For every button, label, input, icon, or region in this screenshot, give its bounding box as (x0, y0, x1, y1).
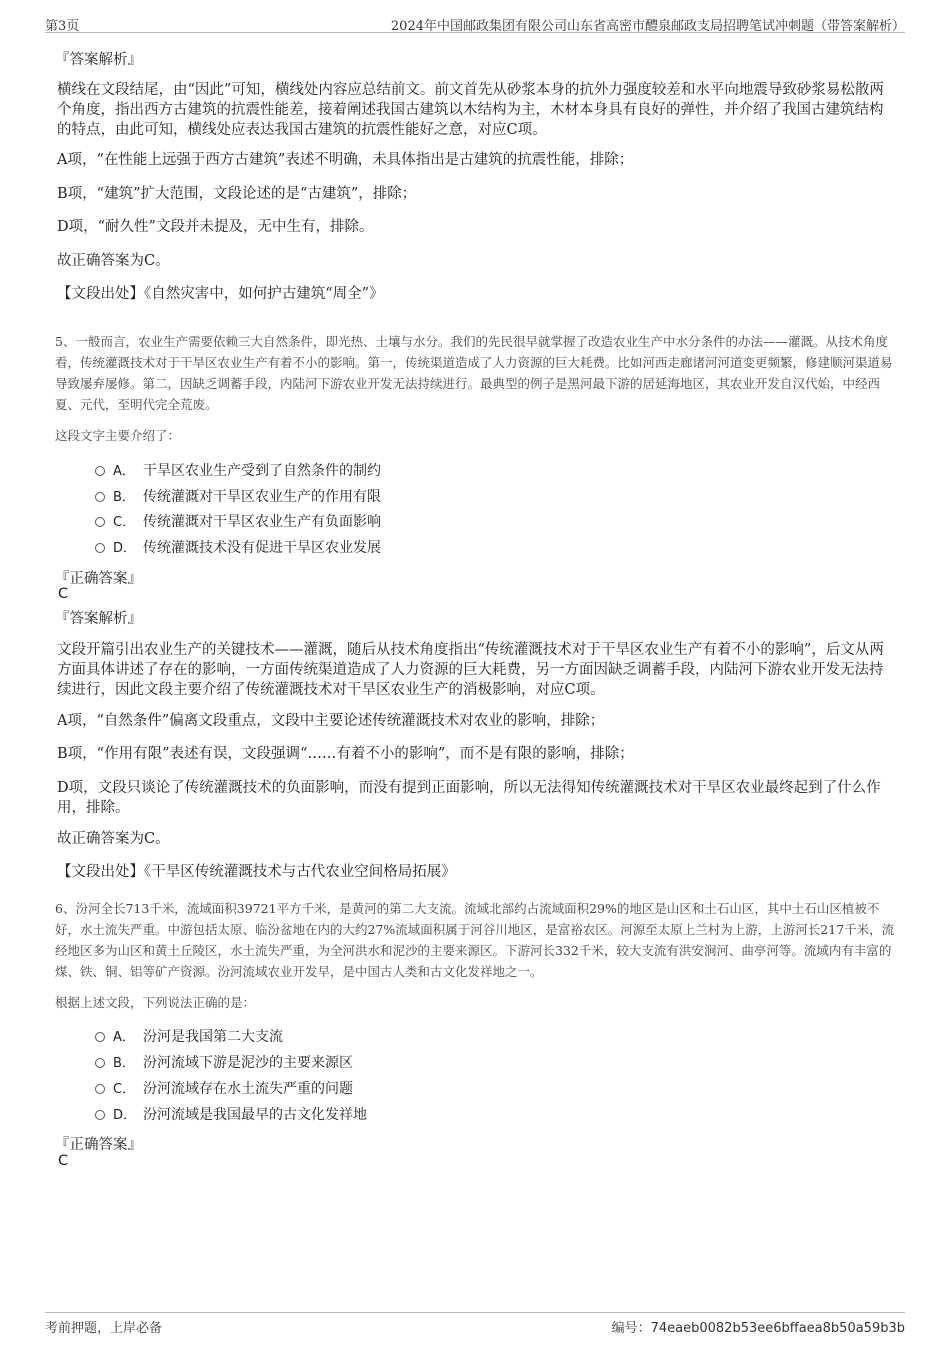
question-6-option-c[interactable]: C． 汾河流域存在水土流失严重的问题 (95, 1078, 353, 1100)
question-6-option-d[interactable]: D． 汾河流域是我国最早的古文化发祥地 (95, 1104, 367, 1126)
radio-icon[interactable] (95, 1110, 105, 1120)
answer-analysis-text: 文段开篇引出农业生产的关键技术——灌溉，随后从技术角度指出“传统灌溉技术对于干旱区农业生产有着不小的影响”，后文从两方面具体讲述了存在的影响，一方面传统渠道造成了人力资源的巨大耗费，另一方面因缺乏调蓄手段，内陆河下游农业开发无法持续进行，因此文段主要介绍了传统灌溉技术对干旱区农业生产的消极影响，对应C项。 (57, 642, 884, 698)
option-d-analysis: D项，“耐久性”文段并未提及，无中生有，排除。 (57, 219, 374, 235)
question-5-option-d[interactable]: D． 传统灌溉技术没有促进干旱区农业发展 (95, 537, 381, 559)
page-header (45, 12, 905, 33)
correct-answer-label: 『正确答案』 (55, 571, 142, 587)
question-5-text: 5、一般而言，农业生产需要依赖三大自然条件，即光热、土壤与水分。我们的先民很早就掌握了改造农业生产中水分条件的办法——灌溉。从技术角度看，传统灌溉技术对于干旱区农业生产有着不小的影响。第一，传统渠道造成了人力资源的巨大耗费。比如河西走廊诸河河道变更频繁，修建顺河渠道易导致屡弃屡修。第二，因缺乏调蓄手段，内陆河下游农业开发无法持续进行。最典型的例子是黑河最下游的居延海地区，其农业开发自汉代始，中经西夏、元代，至明代完全荒废。 (55, 334, 893, 412)
source-citation: 【文段出处】《自然灾害中，如何护古建筑“周全”》 (57, 286, 384, 302)
document-code (612, 1317, 905, 1336)
option-b-analysis: B项，“建筑”扩大范围，文段论述的是“古建筑”，排除； (57, 186, 417, 202)
question-5-prompt: 这段文字主要介绍了： (55, 428, 181, 443)
correct-answer: C (58, 586, 69, 602)
page-number: 第3页 (45, 19, 80, 34)
question-5-option-b[interactable]: B． 传统灌溉对干旱区农业生产的作用有限 (95, 486, 381, 508)
answer-analysis-label: 『答案解析』 (55, 611, 142, 627)
radio-icon[interactable] (95, 466, 105, 476)
question-6-option-a[interactable]: A． 汾河是我国第二大支流 (95, 1026, 283, 1048)
question-6-text: 6、汾河全长713千米，流域面积39721平方千米，是黄河的第二大支流。流域北部约占流域面积29%的地区是山区和土石山区，其中土石山区植被不好，水土流失严重。中游包括太原、临汾盆地在内的大约27%流域面积属于河谷川地区，是富裕农区。河源至太原上兰村为上游，上游河长217千米，流经地区多为山区和黄土丘陵区，水土流失严重，为全河洪水和泥沙的主要来源区。下游河长332千米，较大支流有洪安涧河、曲亭河等。流域内有丰富的煤、铁、铜、铝等矿产资源。汾河流域农业开发早，是中国古人类和古文化发祥地之一。 (55, 901, 895, 979)
answer-analysis-text: 横线在文段结尾，由“因此”可知，横线处内容应总结前文。前文首先从砂浆本身的抗外力强度较差和水平向地震导致砂浆易松散两个角度，指出西方古建筑的抗震性能差，接着阐述我国古建筑以木结构为主，木材本身具有良好的弹性，并介绍了我国古建筑结构的特点，由此可知，横线处应表达我国古建筑的抗震性能好之意，对应C项。 (57, 82, 884, 138)
code-label: 编号： (611, 1321, 651, 1336)
conclusion: 故正确答案为C。 (57, 253, 170, 269)
radio-icon[interactable] (95, 492, 105, 502)
question-6-option-b[interactable]: B． 汾河流域下游是泥沙的主要来源区 (95, 1052, 353, 1074)
code-value: 74eaeb0082b53ee6bffaea8b50a59b3b (650, 1321, 905, 1336)
radio-icon[interactable] (95, 1084, 105, 1094)
question-6-prompt: 根据上述文段，下列说法正确的是： (55, 995, 256, 1010)
question-5-option-a[interactable]: A． 干旱区农业生产受到了自然条件的制约 (95, 460, 381, 482)
radio-icon[interactable] (95, 543, 105, 553)
option-a-analysis: A项，“在性能上远强于西方古建筑”表述不明确，未具体指出是古建筑的抗震性能，排除； (57, 152, 634, 168)
option-b-analysis: B项，“作用有限”表述有误，文段强调“……有着不小的影响”，而不是有限的影响，排除； (57, 746, 634, 762)
radio-icon[interactable] (95, 1058, 105, 1068)
document-title: 2024年中国邮政集团有限公司山东省高密市醴泉邮政支局招聘笔试冲刺题（带答案解析） (390, 19, 905, 34)
radio-icon[interactable] (95, 517, 105, 527)
source-citation: 【文段出处】《干旱区传统灌溉技术与古代农业空间格局拓展》 (57, 864, 456, 880)
conclusion: 故正确答案为C。 (57, 831, 170, 847)
radio-icon[interactable] (95, 1032, 105, 1042)
footer-slogan: 考前押题，上岸必备 (45, 1321, 163, 1336)
question-5-option-c[interactable]: C． 传统灌溉对干旱区农业生产有负面影响 (95, 511, 381, 533)
correct-answer-label: 『正确答案』 (55, 1137, 142, 1153)
page-footer (45, 1312, 905, 1335)
option-a-analysis: A项，“自然条件”偏离文段重点，文段中主要论述传统灌溉技术对农业的影响，排除； (57, 713, 605, 729)
correct-answer: C (58, 1153, 69, 1169)
option-d-analysis: D项，文段只谈论了传统灌溉技术的负面影响，而没有提到正面影响，所以无法得知传统灌溉技术对干旱区农业最终起到了什么作用，排除。 (57, 780, 881, 816)
answer-analysis-label: 『答案解析』 (55, 52, 142, 68)
